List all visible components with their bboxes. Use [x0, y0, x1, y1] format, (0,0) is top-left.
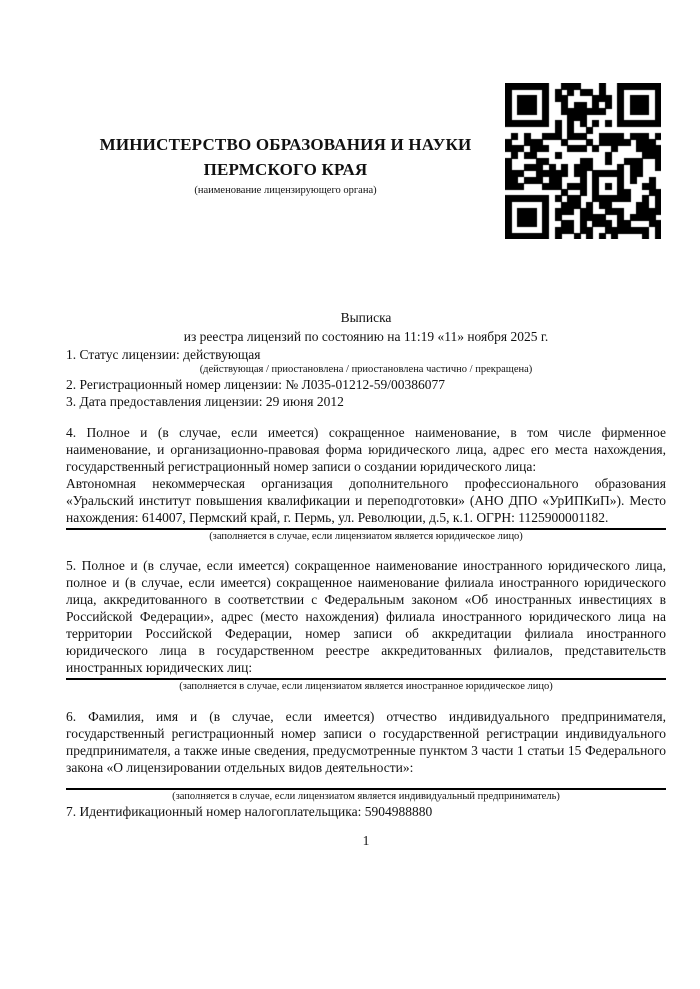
licensing-authority-name	[66, 132, 505, 182]
entrepreneur-note: (заполняется в случае, если лицензиатом является индивидуальный предприниматель)	[172, 791, 560, 802]
page-number: 1	[362, 833, 370, 848]
authority-caption: (наименование лицензирующего органа)	[194, 185, 377, 196]
entrepreneur-section	[66, 708, 666, 803]
legal-entity-clause: 4. Полное и (в случае, если имеется) сокращенное наименование, в том числе фирменное наименование, и организационно-правовая форма юридического лица, адрес его места нахождения, государственный регистрационный номер записи о создании юридического лица:	[66, 425, 666, 474]
document-title	[66, 308, 666, 346]
license-status-note: (действующая / приостановлена / приостановлена частично / прекращена)	[199, 364, 533, 375]
foreign-entity-section	[66, 557, 666, 693]
legal-entity-value: Автономная некоммерческая организация дополнительного профессионального образования «Уральский институт повышения квалификации и переподготовки» (АНО ДПО «УрИПКиП»). Место нахождения: 614007, Пермский край, г. Пермь, ул. Революции, д.5, к.1. ОГРН: 1125900001182.	[66, 476, 666, 525]
foreign-entity-note: (заполняется в случае, если лицензиатом является иностранное юридическое лицо)	[179, 681, 553, 692]
authority-name-line1: МИНИСТЕРСТВО ОБРАЗОВАНИЯ И НАУКИ	[99, 135, 472, 154]
entrepreneur-clause: 6. Фамилия, имя и (в случае, если имеется) отчество индивидуального предпринимателя, государственный регистрационный номер записи о государственной регистрации индивидуального предпринимателя, а также иные сведения, предусмотренные пунктом 3 части 1 статьи 15 Федерального закона «О лицензировании отдельных видов деятельности»:	[66, 709, 666, 775]
taxpayer-id-line: 7. Идентификационный номер налогоплательщика: 5904988880	[66, 804, 433, 819]
grant-date-line: 3. Дата предоставления лицензии: 29 июня 2012	[66, 394, 344, 409]
legal-entity-section	[66, 424, 666, 543]
foreign-entity-clause: 5. Полное и (в случае, если имеется) сокращенное наименование иностранного юридического лица, полное и (в случае, если имеется) сокращенное наименование филиала иностранного юридического лица, аккредитованного в соответствии с Федеральным законом «Об иностранных инвестициях в Российской Федерации», адрес (место нахождения) филиала иностранного юридического лица на территории Российской Федерации, номер записи об аккредитации филиала иностранного юридического лица в государственном реестре аккредитованных филиалов, представительств иностранных юридических лиц:	[66, 558, 666, 675]
qr-code	[505, 83, 661, 239]
title-line2: из реестра лицензий по состоянию на 11:19 «11» ноября 2025 г.	[183, 329, 549, 344]
legal-entity-note: (заполняется в случае, если лицензиатом является юридическое лицо)	[209, 531, 523, 542]
registration-number-line: 2. Регистрационный номер лицензии: № Л035-01212-59/00386077	[66, 377, 446, 392]
document-header	[66, 132, 505, 197]
title-line1: Выписка	[340, 310, 392, 325]
license-status-line: 1. Статус лицензии: действующая	[66, 347, 261, 362]
authority-name-line2: ПЕРМСКОГО КРАЯ	[203, 160, 368, 179]
document-body	[66, 346, 666, 820]
